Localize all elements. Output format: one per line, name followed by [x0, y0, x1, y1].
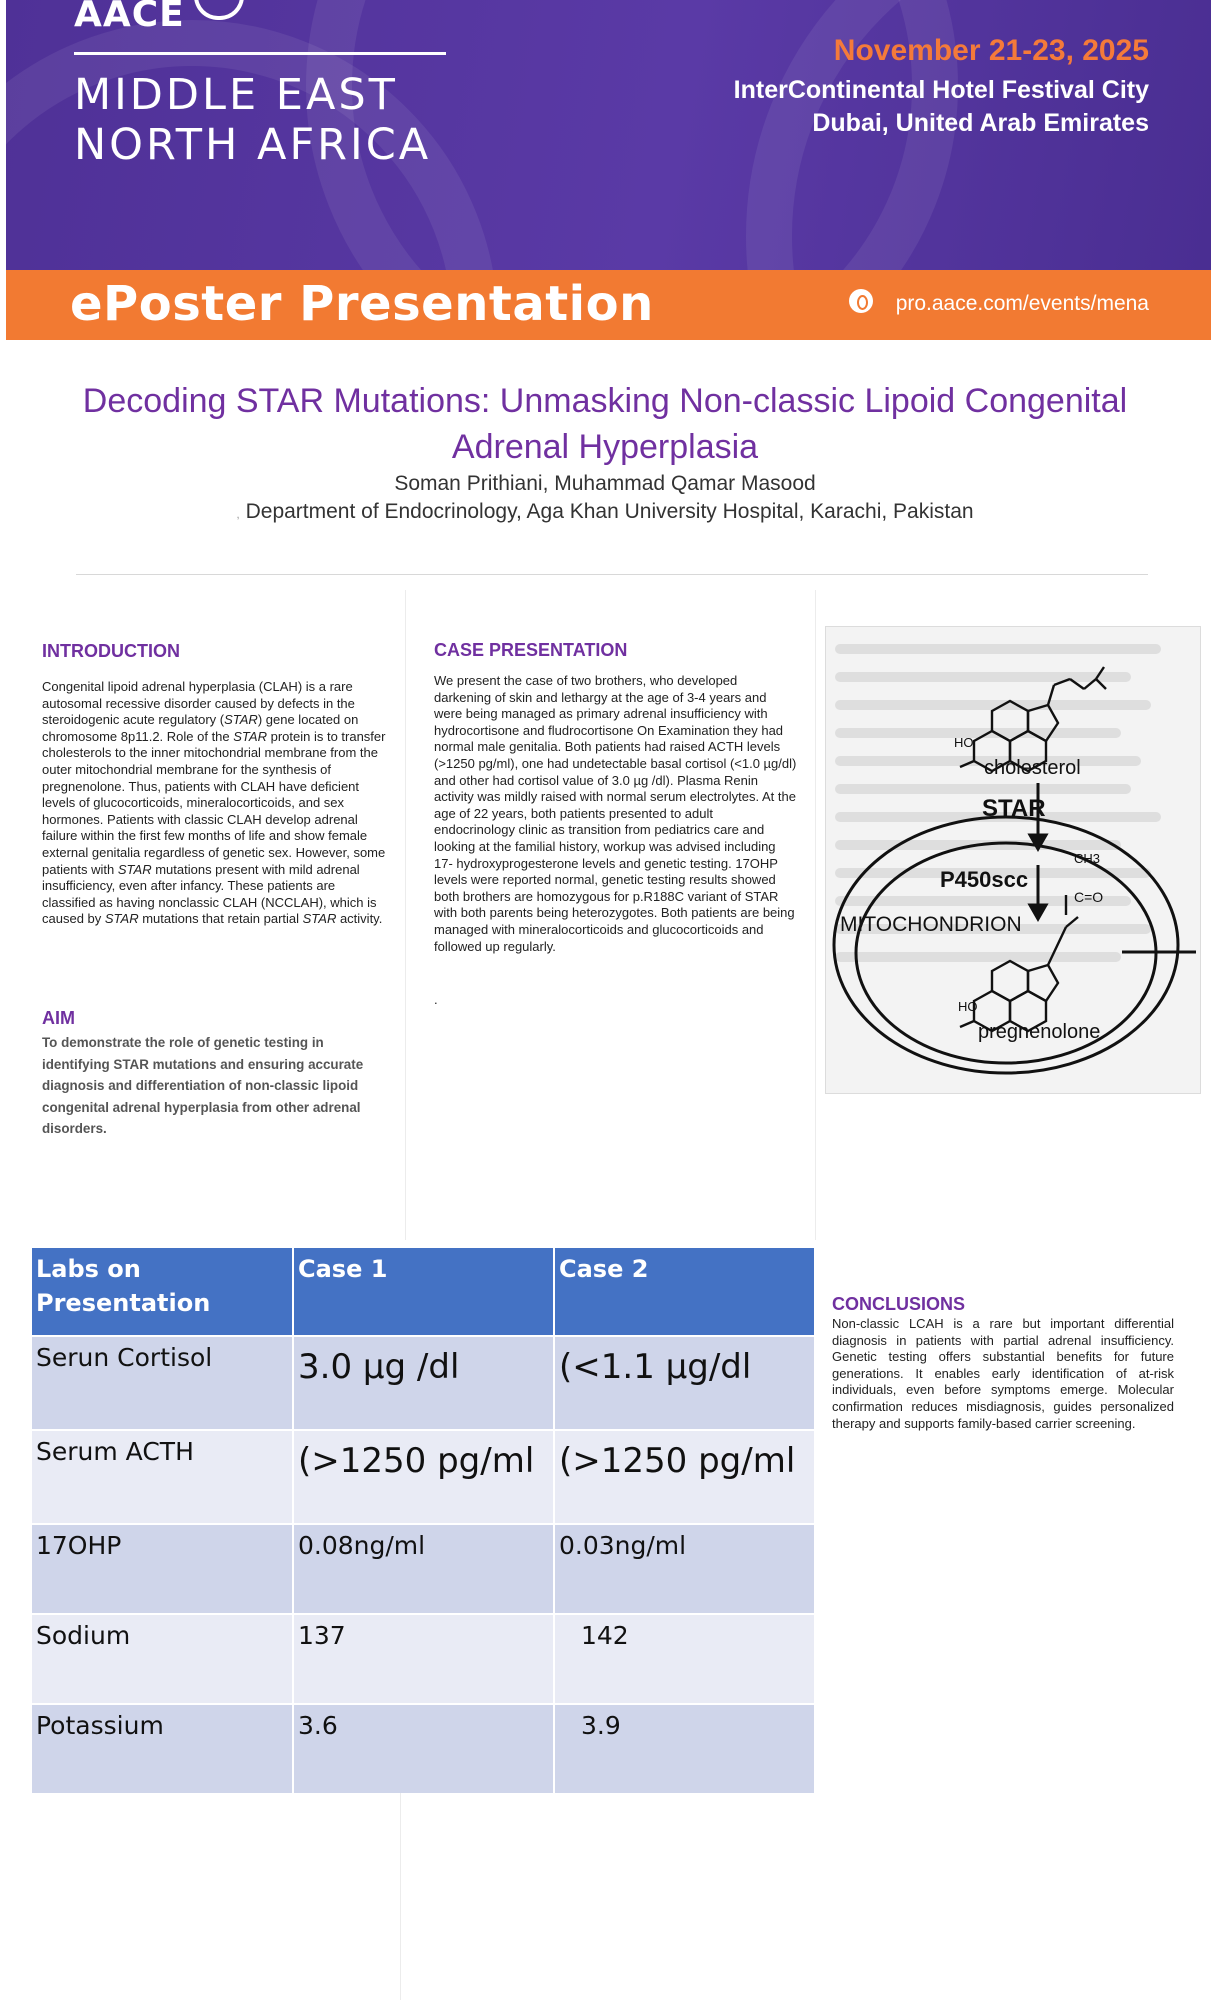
mitochondrion-label: MITOCHONDRION	[840, 913, 1022, 936]
cholesterol-label: cholesterol	[984, 757, 1081, 779]
poster-title	[60, 378, 1150, 470]
case-trailing-dot: .	[434, 992, 438, 1007]
lab-name: Potassium	[32, 1704, 293, 1793]
event-url-link[interactable]: pro.aace.com/events/mena	[895, 292, 1149, 315]
table-row	[32, 1430, 814, 1524]
aace-logo-mark-icon	[194, 0, 244, 20]
column-divider	[400, 1780, 401, 2000]
case-2-value: (<1.1 µg/dl	[554, 1336, 814, 1430]
lab-name: Serun Cortisol	[32, 1336, 293, 1430]
eposter-band	[6, 270, 1211, 340]
intro-star-term: STAR	[117, 861, 152, 877]
intro-text-part: activity.	[336, 911, 383, 927]
introduction-text	[42, 679, 387, 928]
region-title	[74, 70, 431, 170]
table-row	[32, 1704, 814, 1793]
affiliation	[60, 500, 1150, 524]
poster-title-line-1: Decoding STAR Mutations: Unmasking Non-classic Lipoid Congenital	[82, 382, 1128, 420]
region-line-2: NORTH AFRICA	[74, 120, 432, 170]
case-presentation-heading: CASE PRESENTATION	[434, 640, 628, 660]
intro-text-part: Congenital lipoid adrenal hyperplasia (CLAH) is a rare autosomal recessive disorder caused by defects in the steroidogenic acute regulatory (	[42, 679, 355, 728]
carbonyl-label: C=O	[1074, 889, 1104, 905]
aim-text: To demonstrate the role of genetic testing in identifying STAR mutations and ensuring accurate diagnosis and differentiation of non-classic lipoid congenital adrenal hyperplasia from other adrenal disorders.	[42, 1035, 364, 1137]
header-labs: Labs on Presentation	[32, 1248, 293, 1336]
intro-text-part: mutations that retain partial	[138, 911, 303, 927]
event-date: November 21-23, 2025	[833, 34, 1149, 67]
case-2-value: 0.03ng/ml	[554, 1524, 814, 1614]
labs-table	[32, 1248, 814, 1793]
title-divider	[76, 574, 1148, 575]
aace-logo: AACE	[74, 0, 185, 35]
lab-name: 17OHP	[32, 1524, 293, 1614]
header-case-1: Case 1	[293, 1248, 554, 1336]
table-row	[32, 1614, 814, 1704]
aim-heading: AIM	[42, 1008, 75, 1028]
column-divider	[815, 590, 816, 1240]
p450scc-label: P450scc	[940, 867, 1029, 892]
poster-title-line-2: Adrenal Hyperplasia	[451, 428, 759, 466]
header-case-2: Case 2	[554, 1248, 814, 1336]
intro-text-part: protein is to transfer cholesterols to the inner mitochondrial membrane from the outer mitochondrial membrane for the synthesis of pregnenolone. Thus, patients with CLAH have deficient levels of glucocorticoids, mineralocorticoids, and sex hormones. Patients with classic CLAH develop adrenal failure within the first few months of life and show female external genitalia regardless of genetic sex. However, some patients with	[42, 728, 386, 877]
case-1-value: 3.6	[293, 1704, 554, 1793]
star-label: STAR	[982, 795, 1046, 822]
lab-name: Serum ACTH	[32, 1430, 293, 1524]
table-row	[32, 1336, 814, 1430]
conclusions-heading: CONCLUSIONS	[832, 1294, 966, 1314]
authors: Soman Prithiani, Muhammad Qamar Masood	[394, 472, 816, 495]
intro-text-part: ) gene located on chromosome 8p11.2. Role of the	[42, 712, 359, 744]
intro-star-term: STAR	[233, 728, 267, 744]
venue-line-2: Dubai, United Arab Emirates	[812, 109, 1149, 137]
lab-name: Sodium	[32, 1614, 293, 1704]
case-2-value: (>1250 pg/ml	[554, 1430, 814, 1524]
case-1-value: 3.0 µg /dl	[293, 1336, 554, 1430]
case-2-value: 142	[554, 1614, 814, 1704]
case-1-value: 0.08ng/ml	[293, 1524, 554, 1614]
pregnenolone-label: pregnenolone	[978, 1021, 1101, 1043]
case-presentation-text: We present the case of two brothers, who developed darkening of skin and lethargy at the age of 3-4 years and were being managed as primary adrenal insufficiency with hydrocortisone and fludrocortisone On Examination they had normal male genitalia. Both patients had raised ACTH levels (>1250 pg/ml), one had undetectable basal cortisol (<1.0 µg/dl) and other had cortisol value of 3.0 µg /dl). Plasma Renin activity was mildly raised with normal serum electrolytes. At the age of 22 years, both patients presented to adult endocrinology clinic as transition from pediatrics care and looking at the familial history, workup was advised including 17- hydroxyprogesterone levels and genetic testing. 17OHP levels were reported normal, genetic testing results showed both brothers are homozygous for p.R188C variant of STAR with both parents being heterozygotes. Both patients are being managed with mineralocorticoids and glucocorticoids and followed up regularly.	[434, 673, 797, 954]
conference-header	[6, 0, 1211, 270]
introduction-heading: INTRODUCTION	[42, 641, 180, 661]
table-row	[32, 1524, 814, 1614]
case-1-value: (>1250 pg/ml	[293, 1430, 554, 1524]
column-divider	[405, 590, 406, 1240]
band-title: ePoster Presentation	[70, 276, 654, 332]
intro-text-part: mutations present with mild adrenal insufficiency, even after infancy. These patients are classified as having nonclassic CLAH (NCCLAH), which is caused by	[42, 861, 377, 927]
case-1-value: 137	[293, 1614, 554, 1704]
table-header-row	[32, 1248, 814, 1336]
conclusions-text: Non-classic LCAH is a rare but important differential diagnosis in patients with partial adrenal insufficiency. Genetic testing offers substantial benefits for future generations. It enables early identification of at-risk individuals, even before symptoms emerge. Molecular confirmation reduces misdiagnosis, guides personalized therapy and supports family-based carrier screening.	[832, 1316, 1174, 1431]
header-divider	[74, 52, 446, 55]
venue-line-1: InterContinental Hotel Festival City	[733, 76, 1149, 104]
ho-label-bottom: HO	[958, 999, 978, 1014]
ho-label-top: HO	[954, 735, 974, 750]
affiliation-text: Department of Endocrinology, Aga Khan University Hospital, Karachi, Pakistan	[245, 500, 974, 523]
event-venue	[734, 74, 1149, 140]
intro-star-term: STAR	[104, 911, 139, 927]
globe-icon	[849, 289, 873, 313]
intro-star-term: STAR	[224, 712, 258, 728]
intro-star-term: STAR	[302, 911, 337, 927]
case-2-value: 3.9	[554, 1704, 814, 1793]
steroidogenesis-figure	[825, 626, 1201, 1094]
affiliation-prefix: ,	[236, 507, 240, 521]
ch3-label: CH3	[1074, 851, 1101, 866]
region-line-1: MIDDLE EAST	[74, 70, 398, 120]
